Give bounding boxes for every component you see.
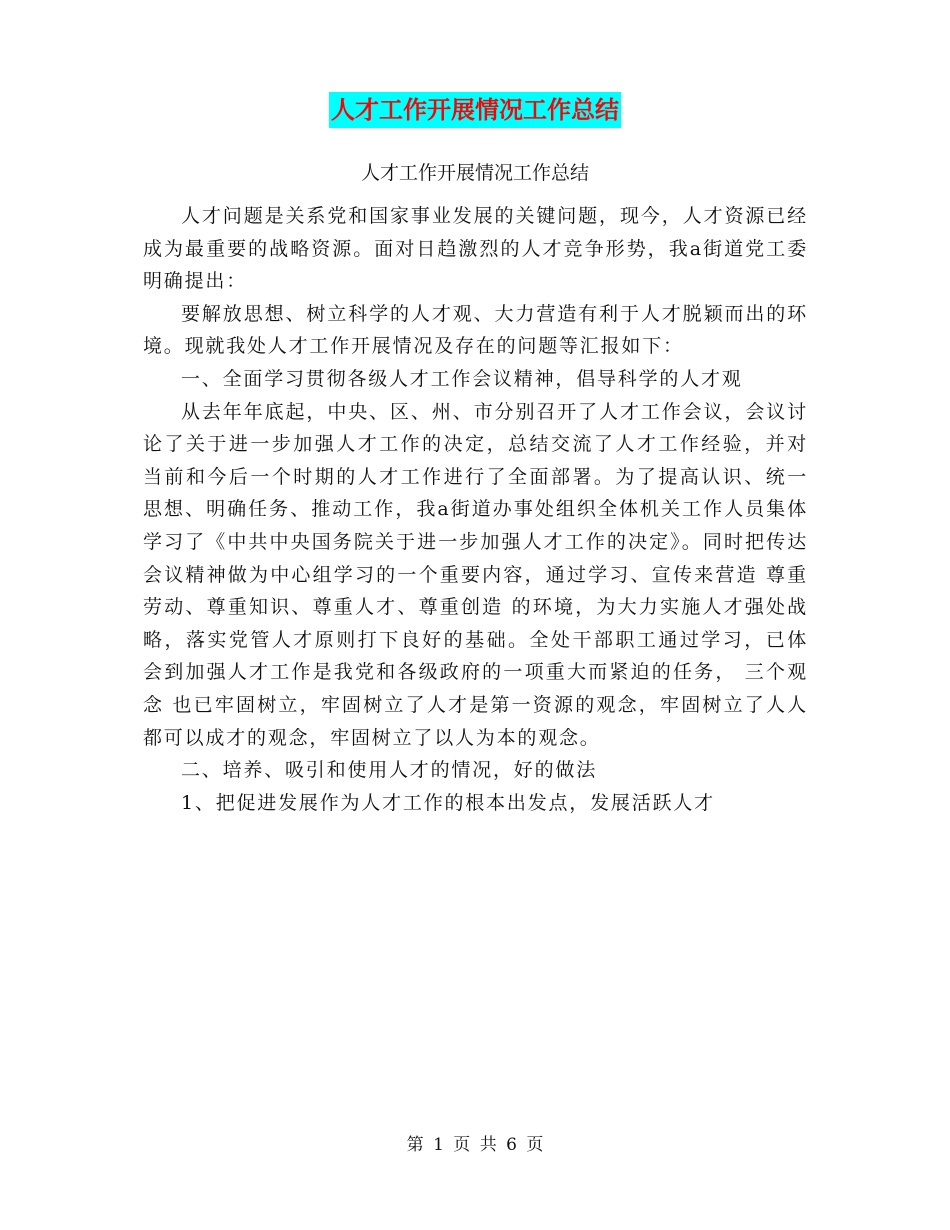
document-title: 人才工作开展情况工作总结 — [329, 92, 621, 128]
paragraph: 人才问题是关系党和国家事业发展的关键问题，现今，人才资源已经成为最重要的战略资源。面对日趋激烈的人才竞争形势，我a街道党工委明确提出： — [143, 205, 808, 293]
page-number-footer: 第 1 页 共 6 页 — [406, 1135, 544, 1155]
document-body — [143, 200, 808, 819]
section-heading: 一、全面学习贯彻各级人才工作会议精神，倡导科学的人才观 — [181, 367, 743, 390]
document-title-banner — [0, 92, 950, 128]
subsection-heading: 1、把促进发展作为人才工作的根本出发点，发展活跃人才 — [181, 791, 715, 814]
paragraph: 要解放思想、树立科学的人才观、大力营造有利于人才脱颖而出的环境。现就我处人才工作开展情况及存在的问题等汇报如下： — [143, 302, 808, 358]
document-subtitle: 人才工作开展情况工作总结 — [360, 162, 589, 184]
section-heading: 二、培养、吸引和使用人才的情况，好的做法 — [181, 759, 598, 782]
paragraph: 从去年年底起，中央、区、州、市分别召开了人才工作会议，会议讨论了关于进一步加强人才工作的决定，总结交流了人才工作经验，并对当前和今后一个时期的人才工作进行了全面部署。为了提高认识、统一思想、明确任务、推动工作，我a街道办事处组织全体机关工作人员集体学习了《中共中央国务院关于进一步加强人才工作的决定》。同时把传达会议精神做为中心组学习的一个重要内容，通过学习、宣传来营造 尊重劳动、尊重知识、尊重人才、尊重创造 的环境，为大力实施人才强处战略，落实党管人才原则打下良好的基础。全处干部职工通过学习，已体会到加强人才工作是我党和各级政府的一项重大而紧迫的任务， 三个观念 也已牢固树立，牢固树立了人才是第一资源的观念，牢固树立了人人都可以成才的观念，牢固树立了以人为本的观念。 — [143, 400, 808, 749]
